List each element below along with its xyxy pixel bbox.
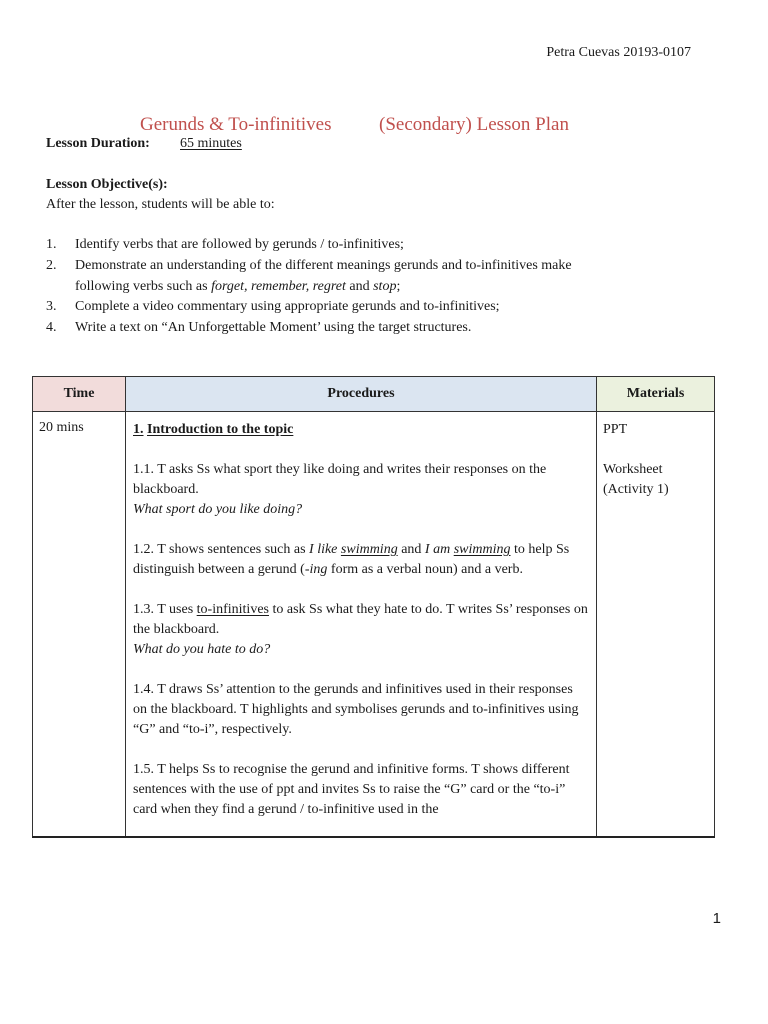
duration-value: 65 minutes bbox=[180, 136, 242, 151]
objective-item: 2. Demonstrate an understanding of the different meanings gerunds and to-infinitives make following verbs such as forget, remember, regret and stop; bbox=[46, 257, 572, 294]
objective-item: 1. Identify verbs that are followed by gerunds / to-infinitives; bbox=[46, 237, 404, 252]
title-topic: Gerunds & To-infinitives bbox=[140, 114, 332, 135]
material-item: PPT bbox=[603, 422, 628, 437]
section-heading: 1. Introduction to the topic bbox=[133, 422, 294, 437]
objectives-list bbox=[46, 235, 606, 339]
title-type: (Secondary) Lesson Plan bbox=[379, 114, 569, 135]
material-item: Worksheet (Activity 1) bbox=[603, 462, 669, 497]
cell-time: 20 mins bbox=[33, 412, 126, 838]
procedure-step: 1.3. T uses to-infinitives to ask Ss what they hate to do. T writes Ss’ responses on the blackboard. What do you hate to do? bbox=[133, 602, 588, 657]
objective-item: 3. Complete a video commentary using appropriate gerunds and to-infinitives; bbox=[46, 299, 500, 315]
cell-materials bbox=[597, 412, 715, 838]
lesson-duration bbox=[46, 136, 242, 152]
table-header-row bbox=[33, 377, 715, 412]
procedure-step: 1.4. T draws Ss’ attention to the gerunds and infinitives used in their responses on the blackboard. T highlights and symbolises gerunds and to-infinitives using “G” and “to-i”, respectively. bbox=[133, 682, 579, 737]
procedure-step: 1.5. T helps Ss to recognise the gerund and infinitive forms. T shows different sentences with the use of ppt and invites Ss to raise the “G” card or the “to-i” card when they find a gerund / to-infinitive used in the bbox=[133, 762, 570, 817]
duration-label: Lesson Duration: bbox=[46, 136, 150, 151]
lesson-plan-table bbox=[32, 376, 715, 838]
cell-procedures bbox=[126, 412, 597, 838]
objectives-intro: After the lesson, students will be able to: bbox=[46, 197, 275, 212]
author-header: Petra Cuevas 20193-0107 bbox=[546, 45, 691, 60]
header-materials: Materials bbox=[597, 377, 715, 412]
objective-item: 4. Write a text on “An Unforgettable Moment’ using the target structures. bbox=[46, 320, 472, 336]
header-time: Time bbox=[33, 377, 126, 412]
table-row bbox=[33, 412, 715, 838]
objectives-heading: Lesson Objective(s): bbox=[46, 177, 168, 192]
document-title bbox=[140, 114, 569, 136]
procedure-step: 1.1. T asks Ss what sport they like doing and writes their responses on the blackboard. What sport do you like doing? bbox=[133, 462, 547, 517]
procedure-step: 1.2. T shows sentences such as I like swimming and I am swimming to help Ss distinguish between a gerund (-ing form as a verbal noun) and a verb. bbox=[133, 542, 570, 577]
header-procedures: Procedures bbox=[126, 377, 597, 412]
page-number: 1 bbox=[712, 910, 721, 927]
